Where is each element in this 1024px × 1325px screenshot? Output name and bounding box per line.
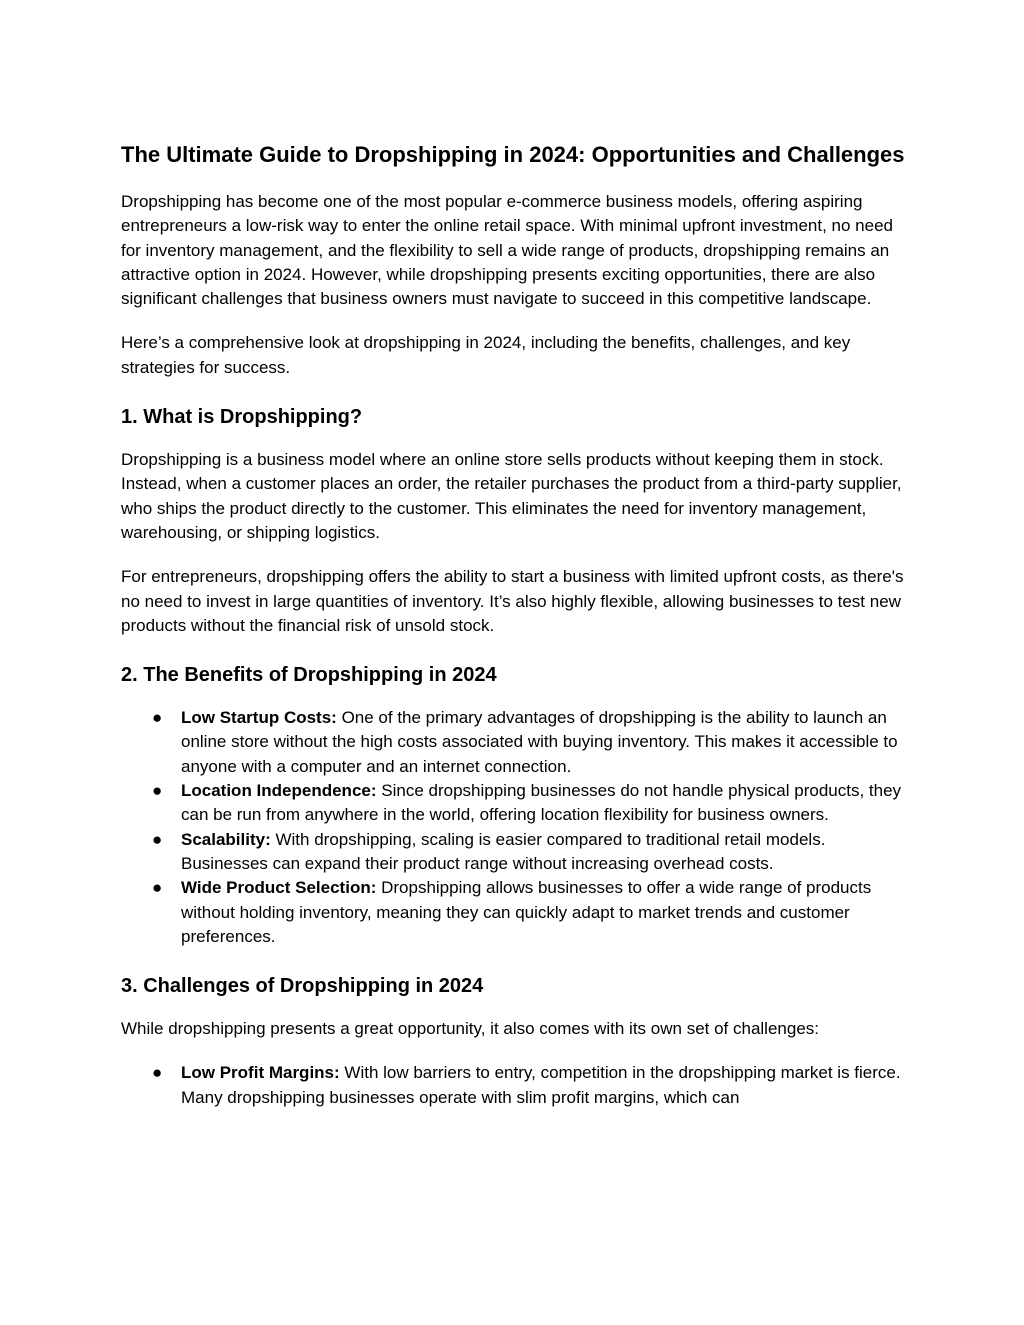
intro-paragraph: Dropshipping has become one of the most popular e-commerce business models, offering aspiring entrepreneurs a low-risk way to enter the online retail space. With minimal upfront investment, no need for inventory management, and the flexibility to sell a wide range of products, dropshipping remains an attractive option in 2024. However, while dropshipping presents exciting opportunities, there are also significant challenges that business owners must navigate to succeed in this competitive landscape. [121,192,893,309]
list-item-text: Dropshipping allows businesses to offer a wide range of products without holding inventory, meaning they can quickly adapt to market trends and customer preferences. [181,878,872,946]
bullet-icon: ● [152,781,163,801]
list-item-text: One of the primary advantages of dropshipping is the ability to launch an online store without the high costs associated with buying inventory. This makes it accessible to anyone with a computer and an internet connection. [181,708,898,776]
section-paragraph: While dropshipping presents a great opportunity, it also comes with its own set of challenges: [121,1019,819,1039]
section-paragraph: Dropshipping is a business model where an online store sells products without keeping them in stock. Instead, when a customer places an order, the retailer purchases the product from a third-party supplier, who ships the product directly to the customer. This eliminates the need for inventory management, warehousing, or shipping logistics. [121,450,902,542]
list-item-text: With low barriers to entry, competition in the dropshipping market is fierce. Many dropshipping businesses operate with slim profit margins, which can [181,1063,901,1107]
section-heading: 1. What is Dropshipping? [121,406,363,429]
list-item-term: Scalability: [181,829,271,849]
document-title: The Ultimate Guide to Dropshipping in 2024: Opportunities and Challenges [121,142,905,167]
list-item [121,706,911,779]
list-item [121,876,911,949]
bullet-icon: ● [152,1063,163,1083]
benefits-list [121,706,911,949]
list-item [121,779,911,828]
intro-paragraph: Here’s a comprehensive look at dropshipping in 2024, including the benefits, challenges, and key strategies for success. [121,333,851,377]
list-item-term: Low Profit Margins: [181,1063,340,1083]
section-heading: 2. The Benefits of Dropshipping in 2024 [121,664,497,687]
list-item-term: Location Independence: [181,781,377,801]
list-item-text: Since dropshipping businesses do not handle physical products, they can be run from anywhere in the world, offering location flexibility for business owners. [181,781,902,825]
bullet-icon: ● [152,878,163,898]
list-item-term: Low Startup Costs: [181,708,337,728]
list-item-term: Wide Product Selection: [181,878,377,898]
document-page [121,139,911,1130]
list-item [121,1061,911,1110]
bullet-icon: ● [152,708,163,728]
list-item [121,828,911,877]
list-item-text: With dropshipping, scaling is easier compared to traditional retail models. Businesses can expand their product range without increasing overhead costs. [181,829,826,873]
section-heading: 3. Challenges of Dropshipping in 2024 [121,975,484,998]
challenges-list [121,1061,911,1110]
section-paragraph: For entrepreneurs, dropshipping offers the ability to start a business with limited upfront costs, as there's no need to invest in large quantities of inventory. It’s also highly flexible, allowing businesses to test new products without the financial risk of unsold stock. [121,567,904,635]
bullet-icon: ● [152,829,163,849]
